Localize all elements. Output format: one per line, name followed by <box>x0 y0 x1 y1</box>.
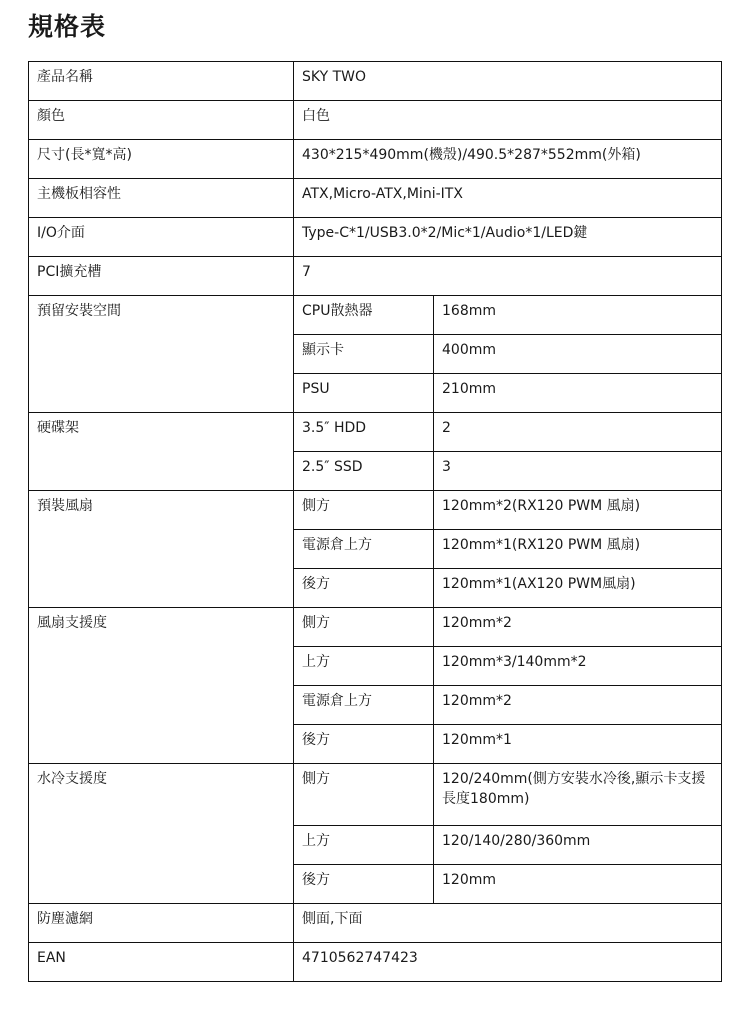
spec-sub-label: 後方 <box>294 865 434 904</box>
spec-label: EAN <box>29 943 294 982</box>
spec-group-label: 預留安裝空間 <box>29 296 294 413</box>
spec-value: 120mm <box>434 865 722 904</box>
spec-value: 430*215*490mm(機殼)/490.5*287*552mm(外箱) <box>294 140 722 179</box>
spec-row <box>29 296 722 335</box>
spec-value: 側面,下面 <box>294 904 722 943</box>
spec-label: PCI擴充槽 <box>29 257 294 296</box>
spec-group-label: 風扇支援度 <box>29 608 294 764</box>
spec-value: 400mm <box>434 335 722 374</box>
spec-sub-label: CPU散熱器 <box>294 296 434 335</box>
spec-row <box>29 608 722 647</box>
spec-value: 120mm*1 <box>434 725 722 764</box>
spec-label: 尺寸(長*寬*高) <box>29 140 294 179</box>
spec-row <box>29 140 722 179</box>
spec-row <box>29 101 722 140</box>
spec-group-label: 硬碟架 <box>29 413 294 491</box>
spec-sub-label: 顯示卡 <box>294 335 434 374</box>
spec-row <box>29 943 722 982</box>
spec-sub-label: 後方 <box>294 569 434 608</box>
spec-value: 120mm*3/140mm*2 <box>434 647 722 686</box>
spec-row <box>29 413 722 452</box>
spec-label: I/O介面 <box>29 218 294 257</box>
spec-row <box>29 904 722 943</box>
spec-sub-label: 側方 <box>294 491 434 530</box>
spec-label: 主機板相容性 <box>29 179 294 218</box>
spec-value: 120mm*1(RX120 PWM 風扇) <box>434 530 722 569</box>
spec-value: 120/240mm(側方安裝水冷後,顯示卡支援長度180mm) <box>434 764 722 826</box>
spec-sub-label: 上方 <box>294 647 434 686</box>
spec-sub-label: 3.5″ HDD <box>294 413 434 452</box>
spec-sub-label: 電源倉上方 <box>294 686 434 725</box>
spec-value: 白色 <box>294 101 722 140</box>
spec-row <box>29 764 722 826</box>
spec-row <box>29 218 722 257</box>
spec-value: 3 <box>434 452 722 491</box>
spec-sub-label: 上方 <box>294 826 434 865</box>
spec-value: 120mm*2(RX120 PWM 風扇) <box>434 491 722 530</box>
spec-value: 4710562747423 <box>294 943 722 982</box>
spec-value: 210mm <box>434 374 722 413</box>
spec-sub-label: 2.5″ SSD <box>294 452 434 491</box>
spec-value: 168mm <box>434 296 722 335</box>
spec-label: 顏色 <box>29 101 294 140</box>
spec-label: 防塵濾網 <box>29 904 294 943</box>
spec-sub-label: 側方 <box>294 764 434 826</box>
spec-value: 120mm*1(AX120 PWM風扇) <box>434 569 722 608</box>
spec-sub-label: 後方 <box>294 725 434 764</box>
spec-row <box>29 179 722 218</box>
spec-row <box>29 257 722 296</box>
spec-value: 120mm*2 <box>434 686 722 725</box>
page-title: 規格表 <box>28 12 107 41</box>
spec-row <box>29 62 722 101</box>
spec-table <box>28 61 722 982</box>
spec-value: 120/140/280/360mm <box>434 826 722 865</box>
spec-sub-label: PSU <box>294 374 434 413</box>
spec-group-label: 預裝風扇 <box>29 491 294 608</box>
spec-row <box>29 491 722 530</box>
spec-value: 120mm*2 <box>434 608 722 647</box>
spec-group-label: 水冷支援度 <box>29 764 294 904</box>
spec-value: Type-C*1/USB3.0*2/Mic*1/Audio*1/LED鍵 <box>294 218 722 257</box>
spec-value: ATX,Micro-ATX,Mini-ITX <box>294 179 722 218</box>
spec-value: SKY TWO <box>294 62 722 101</box>
spec-value: 2 <box>434 413 722 452</box>
spec-sub-label: 側方 <box>294 608 434 647</box>
spec-value: 7 <box>294 257 722 296</box>
spec-sub-label: 電源倉上方 <box>294 530 434 569</box>
spec-label: 產品名稱 <box>29 62 294 101</box>
